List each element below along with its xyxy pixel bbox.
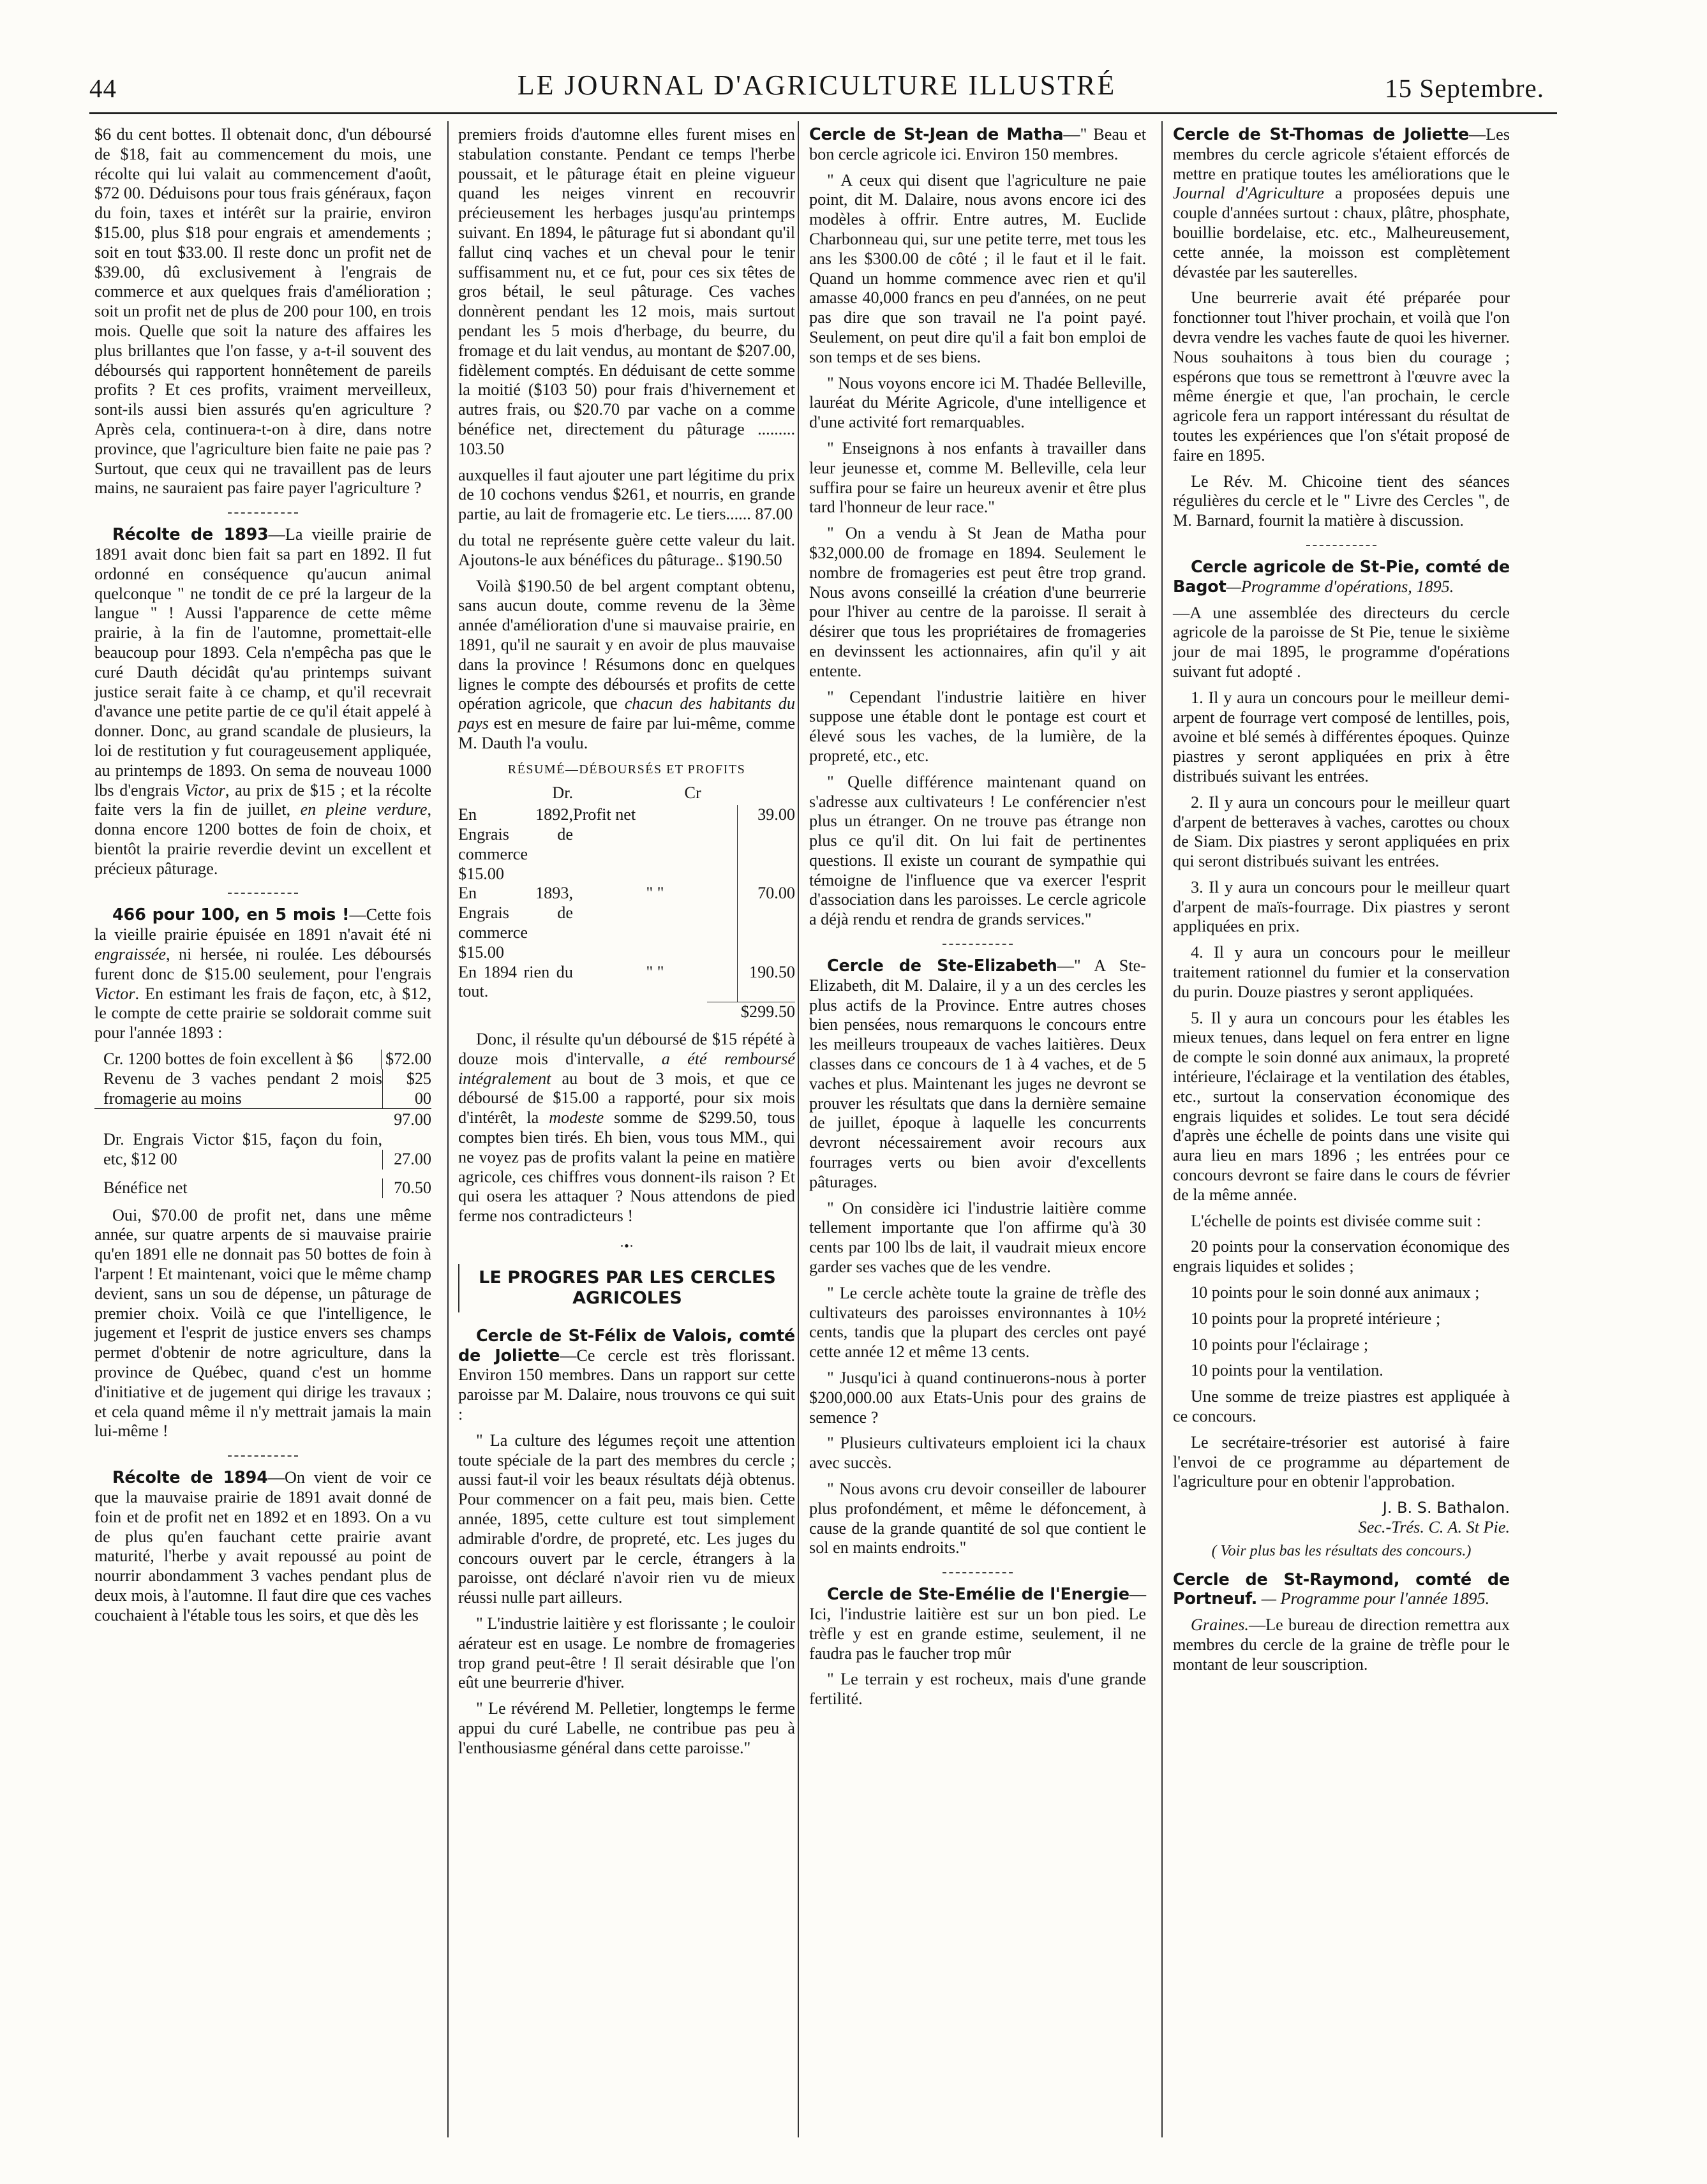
- italic-text: a été remboursé intégralement: [458, 1049, 795, 1088]
- ledger-total: 97.00: [94, 1108, 431, 1130]
- paragraph: [458, 1326, 795, 1425]
- paragraph: " Jusqu'ici à quand continuerons-nous à porter $200,000.00 aux Etats-Unis pour des grains de semence ?: [809, 1369, 1146, 1427]
- paragraph-text: —" Beau et bon cercle agricole ici. Environ 150 membres.: [809, 125, 1147, 163]
- italic-text: en pleine verdure: [300, 800, 428, 819]
- ledger-value: $25 00: [382, 1069, 431, 1109]
- paragraph-text: —Ici, l'industrie laitière est sur un bon pied. Le trèfle y est en grande estime, seulement, il ne faudra pas le faucher trop mûr: [809, 1585, 1146, 1663]
- column-rule: [1161, 121, 1163, 2137]
- paragraph-text: premiers froids d'automne elles furent mises en stabulation constante. Pendant ce temps l'herbe poussait, et le pâturage était en pleine vigueur quand les neiges vinrent en recouvrir précieusement les herbages jusqu'au printemps suivant. En 1894, le pâturage fut si abondant qu'il fallut cinq vaches et un cheval pour le tenir suffisamment nu, et ce fut, pour ces six têtes de gros bétail, le seul pâturage. Ces vaches donnèrent pendant les 12 mois, mais surtout pendant les 5 mois d'herbage, du beurre, du fromage et du lait vendus, au montant de $207.00, fidèlement comptés. En déduisant de cette somme la moitié ($103 50) pour frais d'hivernement et autres frais, ou $20.70 par vache on a comme bénéfice net, directement du pâturage: [458, 125, 795, 438]
- ledger-label: Cr. 1200 bottes de foin excellent à $6: [103, 1050, 354, 1069]
- journal-title: LE JOURNAL D'AGRICULTURE ILLUSTRÉ: [517, 70, 1117, 101]
- paragraph: [1173, 125, 1510, 282]
- column-4: [1173, 125, 1510, 1681]
- section-heading: Cercle agricole de St-Pie, comté de Bagot: [1173, 557, 1510, 597]
- italic-text: Victor: [94, 984, 135, 1003]
- paragraph-text: , ni hersée, ni roulée. Les déboursés furent donc de $15.00 seulement, pour l'engrais: [94, 945, 431, 983]
- section-heading: Cercle de St-Jean de Matha: [809, 125, 1064, 144]
- section-heading: Cercle de St-Thomas de Joliette: [1173, 125, 1469, 144]
- separator: [228, 1455, 298, 1457]
- paragraph: " Nous voyons encore ici M. Thadée Belleville, lauréat du Mérite Agricole, d'une intelligence et d'une activité fort remarquables.: [809, 373, 1146, 432]
- paragraph-text: du total ne représente guère cette valeur du lait. Ajoutons-le aux bénéfices du pâturage: [458, 530, 795, 569]
- column-header: Cr: [684, 783, 701, 802]
- paragraph: " Cependant l'industrie laitière en hiver suppose une étable dont le pontage est court et élevé sous les vaches, de la lumière, de la propreté, etc., etc.: [809, 687, 1146, 765]
- section-heading: Cercle de St-Raymond, comté de Portneuf.: [1173, 1570, 1510, 1609]
- table-cell: 39.00: [737, 805, 795, 884]
- paragraph: 4. Il y aura un concours pour le meilleur traitement rationnel du fumier et la conservation du purin. Douze piastres y seront appliquées.: [1173, 943, 1510, 1001]
- paragraph: $6 du cent bottes. Il obtenait donc, d'un déboursé de $18, fait au commencement du mois, une récolte qui lui valait au commencement d'août, $72 00. Déduisons pour tous frais généraux, façon du foin, taxes et intérêt sur la prairie, environ $15.00, plus $18 pour engrais et amendements ; soit en tout $33.00. Il reste donc un profit net de $39.00, dû exclusivement à l'engrais de commerce et aux quelques frais d'amélioration ; soit un profit net de plus de 200 pour 100, en trois mois. Quelle que soit la nature des affaires les plus brillantes que l'on fasse, y a-t-il souvent des déboursés qui rapportent honnêtement de pareils profits ? Et ces profits, vraiment merveilleux, sont-ils aussi bien assurés qu'en agriculture ? Après cela, continuera-t-on à dire, dans notre province, que l'agriculture bien faite ne paie pas ? Surtout, que ceux qui ne travaillent pas de leurs mains, ne sauraient pas faire payer l'agriculture ?: [94, 125, 431, 498]
- section-heading: Cercle de Ste-Elizabeth: [827, 956, 1057, 976]
- paragraph: 10 points pour l'éclairage ;: [1191, 1335, 1369, 1354]
- table-cell: 190.50: [737, 963, 795, 1002]
- paragraph: Oui, $70.00 de profit net, dans une même année, sur quatre arpents de si mauvaise prairie qu'en 1891 elle ne donnait pas 50 bottes de foin à l'arpent ! Et maintenant, voici que le même champ devient, sans un sou de dépense, un pâturage de premier choix. Voilà ce que l'intelligence, le jugement et l'esprit de justice envers ses champs permet d'obtenir de notre agriculture, dans la province de Québec, quand c'est un homme d'initiative et de jugement qui dirige les travaux ; et cela quand même il n'y mettrait jamais la main lui-même !: [94, 1205, 431, 1441]
- paragraph: [458, 577, 795, 754]
- paragraph-text: est en mesure de faire par lui-même, comme M. Dauth l'a voulu.: [458, 714, 795, 752]
- summary-table: [458, 760, 795, 1022]
- column-rule: [798, 121, 799, 2137]
- paragraph: [94, 525, 431, 879]
- paragraph-text: a proposées depuis une couple d'années surtout : chaux, plâtre, phosphate, bouillie bordelaise, etc. etc., Malheureusement, cette année, la moisson est complètement dévastée par les sauterelles.: [1173, 184, 1510, 281]
- italic-text: Graines.: [1191, 1616, 1249, 1635]
- paragraph: [94, 1468, 431, 1625]
- paragraph: " On considère ici l'industrie laitière comme tellement importante que l'on affirme qu'à 30 cents par 100 lbs de lait, il vaudrait mieux encore garder ses vaches que de les vendre.: [809, 1198, 1146, 1277]
- paragraph: " On a vendu à St Jean de Matha pour $32,000.00 de fromage en 1894. Seulement le nombre de fromageries est peut être trop grand. Nous avons conseillé la création d'une beurrerie pour l'hiver au centre de la paroisse. Il serait à désirer que tous les propriétaires de fromageries en devinssent les actionnaires, afin qu'il y ait entente.: [809, 524, 1146, 680]
- section-title: LE PROGRES PAR LES CERCLES AGRICOLES: [458, 1264, 795, 1312]
- paragraph: 10 points pour la propreté intérieure ;: [1191, 1309, 1441, 1328]
- paragraph: [809, 1585, 1146, 1663]
- italic-text: chacun des habitants du pays: [458, 694, 795, 733]
- paragraph: 5. Il y aura un concours pour les étables les mieux tenues, dans lequel on fera entrer en ligne de compte le soin donné aux animaux, la propreté intérieure, l'éclairage et la ventilation des étables, etc., surtout la conservation économique des engrais liquides et solides. Le tout sera décidé d'après une échelle de points dans une visite qui aura lieu en mars 1896 ; les entrées pour ce concours devront se faire dans le cours de février de la même année.: [1173, 1008, 1510, 1204]
- paragraph-text: —On vient de voir ce que la mauvaise prairie de 1891 avait donné de foin et de profit net en 1892 et en 1893. On a vu de plus qu'en fauchant cette prairie avant maturité, l'herbe y avait repoussé au point de nourrir abondamment 3 vaches pendant plus de deux mois, à l'automne. Il faut dire que ces vaches couchaient à l'étable tous les soirs, et que dès les: [94, 1468, 431, 1624]
- paragraph: [1173, 558, 1510, 597]
- ledger-label: Bénéfice net: [103, 1178, 188, 1197]
- signature-title: Sec.-Trés. C. A. St Pie.: [1358, 1518, 1510, 1536]
- table-cell: " ": [646, 884, 664, 903]
- paragraph: [809, 125, 1146, 165]
- paragraph: auxquelles il faut ajouter une part légitime du prix de 10 cochons vendus $261, et nourris, en grande partie, au lait de fromagerie etc. Le tiers...... 87.00: [458, 465, 795, 524]
- paragraph: 3. Il y aura un concours pour le meilleur quart d'arpent de maïs-fourrage. Dix piastres y seront appliquées en prix.: [1173, 877, 1510, 936]
- column-rule: [447, 121, 449, 2137]
- paragraph: " Le cercle achète toute la graine de trèfle des cultivateurs des paroisses environnantes à 10½ cents, tandis que la plupart des cercles ont payé cette année 12 et même 13 cents.: [809, 1283, 1146, 1362]
- section-heading: Cercle de Ste-Emélie de l'Energie: [827, 1585, 1129, 1605]
- paragraph: [94, 905, 431, 1043]
- paragraph-text: . En estimant les frais de façon, etc, à $12, le compte de cette prairie se soldorait comme suit pour l'année 1893 :: [94, 984, 431, 1043]
- paragraph-text: au bout de 3 mois, et que ce déboursé de $15.00 a rapporté, pour six mois d'intérêt, la: [458, 1069, 796, 1127]
- paragraph: [1173, 1616, 1510, 1674]
- amount: 87.00: [755, 505, 793, 524]
- paragraph: du total ne représente guère cette valeur du lait. Ajoutons-le aux bénéfices du pâturage.. $190.50: [458, 530, 795, 569]
- paragraph: " Enseignons à nos enfants à travailler dans leur jeunesse et, comme M. Belleville, cela leur suffira pour se faire un heureux avenir et être plus tard l'honneur de leur race.": [809, 438, 1146, 517]
- table-cell: En 1893, Engrais de commerce $15.00: [458, 884, 573, 962]
- table-cell: 70.00: [737, 884, 795, 962]
- paragraph: " Quelle différence maintenant quand on s'adresse aux cultivateurs ! Le conférencier n'est plus un étranger. On ne trouve pas étrange non plus ce qu'il dit. On lui fait de pertinentes questions. Il existe un courant de sympathie qui témoigne de l'influence que va exercer l'esprit d'association dans les paroisses. Le cercle agricole a déjà rendu et rendra de grands services.": [809, 772, 1146, 929]
- paragraph: " Plusieurs cultivateurs emploient ici la chaux avec succès.: [809, 1434, 1146, 1473]
- ledger-value: $72.00: [381, 1050, 431, 1069]
- table-cell: En 1894 rien du tout.: [458, 962, 573, 1001]
- column-header: Dr.: [552, 783, 573, 802]
- paragraph-text: , au prix de $15 ; et la récolte faite vers la fin de juillet,: [94, 780, 431, 819]
- amount: $190.50: [727, 550, 782, 569]
- ledger-value: 70.50: [382, 1178, 431, 1198]
- paragraph: 10 points pour le soin donné aux animaux ;: [1191, 1283, 1480, 1302]
- paragraph: 10 points pour la ventilation.: [1191, 1361, 1383, 1380]
- paragraph: " La culture des légumes reçoit une attention toute spéciale de la part des membres du cercle ; aussi faut-il voir les beaux résultats déjà obtenus. Pour commencer on a fait peu, mais bien. Cette année, 1895, cette culture est tout simplement admirable d'ordre, de propreté, etc. Les juges du concours ouvert par le cercle, étrangers à la paroisse, ont déclaré n'avoir rien vu de mieux réussi nulle part ailleurs.: [458, 1430, 795, 1607]
- page-header: [89, 69, 1544, 107]
- paragraph-text: , donna encore 1200 bottes de foin de choix, et bientôt la prairie reverdie devint un excellent et précieux pâturage.: [94, 800, 431, 878]
- paragraph-text: —Cette fois la vieille prairie épuisée en 1891 n'avait été ni: [94, 905, 431, 944]
- note: ( Voir plus bas les résultats des concours.): [1211, 1542, 1472, 1559]
- paragraph: " L'industrie laitière y est florissante ; le couloir aérateur est en usage. Le nombre de fromageries trop grand peut-être ! Il serait désirable que l'on eût une beurrerie d'hiver.: [458, 1614, 795, 1692]
- column-3: [809, 125, 1146, 1716]
- paragraph: [458, 1030, 795, 1226]
- table-row: [458, 884, 795, 962]
- table-row: [458, 963, 795, 1002]
- separator: [228, 893, 298, 894]
- italic-text: Journal d'Agriculture: [1173, 184, 1325, 203]
- paragraph: Une somme de treize piastres est appliquée à ce concours.: [1173, 1387, 1510, 1426]
- paragraph: " Le révérend M. Pelletier, longtemps le ferme appui du curé Labelle, ne contribue pas peu à l'enthousiasme général dans cette paroisse.": [458, 1699, 795, 1757]
- column-2: [458, 125, 795, 1765]
- amount: 103.50: [458, 439, 505, 458]
- paragraph-text: —Les membres du cercle agricole s'étaient efforcés de mettre en pratique toutes les améliorations que le: [1173, 125, 1510, 183]
- section-heading: Cercle de St-Félix de Valois, comté de Joliette: [458, 1326, 795, 1365]
- ledger-value: 27.00: [382, 1150, 431, 1170]
- paragraph: " Le terrain y est rocheux, mais d'une grande fertilité.: [809, 1670, 1146, 1709]
- section-heading: Récolte de 1894: [112, 1468, 268, 1488]
- paragraph: " Nous avons cru devoir conseiller de labourer plus profondément, et même le défoncement, à cause de la grande quantité de sol que contient le sol en maints endroits.": [809, 1480, 1146, 1557]
- separator: [943, 1572, 1013, 1573]
- paragraph-text: —" A Ste-Elizabeth, dit M. Dalaire, il y a un des cercles les plus actifs de la Province. Entre autres choses bien pensées, nous remarquons le concours entre les meilleurs troupeaux de vaches laitières. Deux classes dans ce concours de 1 à 4 vaches, et de 5 vaches et plus. Maintenant les juges ne devront se prouver les résultats que dans la dernière semaine de juillet, époque à laquelle les concurrents devront nécessairement avoir recours aux fourrages verts ou bien avoir d'excellents pâturages.: [809, 956, 1146, 1191]
- paragraph-text: —La vieille prairie de 1891 avait donc bien fait sa part en 1892. Il fut ordonné en conséquence qu'aucun animal quelconque " ne tondit de ce pré la largeur de la langue " ! Aussi l'apparence de cette même prairie, à la fin de l'automne, promettait-elle beaucoup pour 1893. Cela n'empêcha pas que le curé Dauth décidât qu'au printemps suivant justice serait faite à ce champ, et qu'il recevrait d'avance une petite partie de ce qu'il était appelé à donner. Donc, au grand scandale de plusieurs, la loi de restitution y fut courageusement appliquée, au printemps de 1893. On sema de nouveau 1000 lbs d'engrais: [94, 525, 431, 799]
- table-cell: Profit net: [573, 805, 636, 824]
- italic-text: —Programme d'opérations, 1895.: [1226, 577, 1454, 596]
- italic-text: — Programme pour l'année 1895.: [1257, 1589, 1490, 1608]
- paragraph: 2. Il y aura un concours pour le meilleur quart d'arpent de betteraves à vaches, carottes ou choux de Siam. Dix piastres y seront appliquées en prix qui seront distribués suivant les entrées.: [1173, 792, 1510, 871]
- table-cell: " ": [646, 962, 664, 981]
- paragraph: L'échelle de points est divisée comme suit :: [1191, 1211, 1481, 1230]
- paragraph: —A une assemblée des directeurs du cercle agricole de la paroisse de St Pie, tenue le sixième jour de mai 1895, le programme d'opérations suivant fut adopté .: [1173, 603, 1510, 681]
- header-rule: [89, 112, 1557, 114]
- paragraph: Une beurrerie avait été préparée pour fonctionner tout l'hiver prochain, et voilà que l'on devra vendre les vaches faute de quoi les hiverner. Nous souhaitons à tous bien du courage ; espérons que tous se remettront à l'œuvre avec la même énergie et que, l'an prochain, le cercle agricole fera un rapport intéressant du résultat de toutes les expériences que l'on s'était proposé de faire en 1895.: [1173, 288, 1510, 464]
- italic-text: modeste: [549, 1108, 604, 1127]
- italic-text: engraissée: [94, 945, 167, 964]
- paragraph-text: —Ce cercle est très florissant. Environ 150 membres. Dans un rapport sur cette paroisse par M. Dalaire, nous trouvons ce qui suit :: [458, 1346, 795, 1424]
- page-number: 44: [89, 73, 117, 103]
- paragraph-text: Donc, il résulte qu'un déboursé de $15 répété à douze mois d'intervalle,: [458, 1030, 795, 1068]
- ornament-divider: ·•·: [619, 1238, 634, 1254]
- issue-date: 15 Septembre.: [1385, 73, 1544, 103]
- paragraph: " A ceux qui disent que l'agriculture ne paie point, dit M. Dalaire, nous avons encore ici des modèles à offrir. Entre autres, M. Euclide Charbonneau qui, sur une petite terre, met tous les ans les $300.00 de côté ; il le faut et il le fait. Quand un homme commence avec rien et qu'il amasse 40,000 francs en peu d'années, on ne peut pas dire que son travail ne l'a point payé. Seulement, on peut dire qu'il a fait bon emploi de son temps et de ses biens.: [809, 170, 1146, 366]
- paragraph: premiers froids d'automne elles furent mises en stabulation constante. Pendant ce temps l'herbe poussait, et le pâturage était en pleine vigueur quand les neiges vinrent en recouvrir précieusement les herbages jusqu'au printemps suivant. En 1894, le pâturage fut si abondant qu'il fallut cinq vaches et un cheval pour le tenir suffisamment nu, et ce fut, pour ces six têtes de gros bétail, le seul pâturage. Ces vaches donnèrent pendant les 12 mois, mais surtout pendant les 5 mois d'herbage, du beurre, du fromage et du lait vendus, au montant de $207.00, fidèlement comptés. En déduisant de cette somme la moitié ($103 50) pour frais d'hivernement et autres frais, ou $20.70 par vache on a comme bénéfice net, directement du pâturage ......... 103.50: [458, 125, 795, 458]
- ledger-label: Revenu de 3 vaches pendant 2 mois fromagerie au moins: [103, 1069, 382, 1108]
- separator: [1306, 545, 1376, 546]
- separator: [228, 512, 298, 514]
- ledger-label: Dr. Engrais Victor $15, façon du foin, etc, $12 00: [103, 1130, 382, 1169]
- paragraph: [1173, 1570, 1510, 1610]
- italic-text: Victor: [184, 780, 225, 799]
- table-caption: RÉSUMÉ—DÉBOURSÉS ET PROFITS: [507, 762, 746, 776]
- paragraph: Le Rév. M. Chicoine tient des séances régulières du cercle et le " Livre des Cercles ", de M. Barnard, fournit la matière à discussion.: [1173, 472, 1510, 530]
- paragraph-text: Voilà $190.50 de bel argent comptant obtenu, sans aucun doute, comme revenu de la 3ème année d'amélioration d'une si mauvaise prairie, en 1891, qu'il ne saurait y en avoir de plus mauvaise dans la province ! Résumons donc en quelques lignes le compte des déboursés et profits de cette opération agricole, que: [458, 576, 795, 713]
- paragraph: Le secrétaire-trésorier est autorisé à faire l'envoi de ce programme au département de l'agriculture pour en obtenir l'approbation.: [1173, 1432, 1510, 1491]
- separator: [943, 944, 1013, 945]
- paragraph: 20 points pour la conservation économique des engrais liquides et solides ;: [1173, 1237, 1510, 1276]
- paragraph-text: auxquelles il faut ajouter une part légitime du prix de 10 cochons vendus $261, et nourris, en grande partie, au lait de fromagerie etc. Le tiers: [458, 465, 795, 524]
- paragraph: [809, 956, 1146, 1192]
- signature-name: J. B. S. Bathalon.: [1382, 1499, 1510, 1517]
- section-heading: 466 pour 100, en 5 mois !: [112, 905, 350, 925]
- column-1: [94, 125, 431, 1632]
- table-total: $299.50: [707, 1002, 795, 1022]
- table-cell: En 1892, Engrais de commerce $15.00: [458, 805, 573, 883]
- paragraph-text: somme de $299.50, tous comptes bien tirés. Eh bien, vous tous MM., qui ne voyez pas de profits valant la peine en matière agricole, ces chiffres vous donnent-ils raison ? Et qui osera les attaquer ? Nous attendons de pied ferme nos contradicteurs !: [458, 1108, 795, 1226]
- paragraph: 1. Il y aura un concours pour le meilleur demi-arpent de fourrage vert composé de lentilles, pois, avoine et blé semés à différentes époques. Quinze piastres y seront appliquées en prix à être distribués suivant les entrées.: [1173, 688, 1510, 785]
- section-heading: Récolte de 1893: [112, 525, 269, 545]
- account-ledger: [94, 1050, 431, 1198]
- paragraph-text: —Le bureau de direction remettra aux membres du cercle de la graine de trèfle pour le montant de leur souscription.: [1173, 1616, 1510, 1674]
- table-row: [458, 805, 795, 884]
